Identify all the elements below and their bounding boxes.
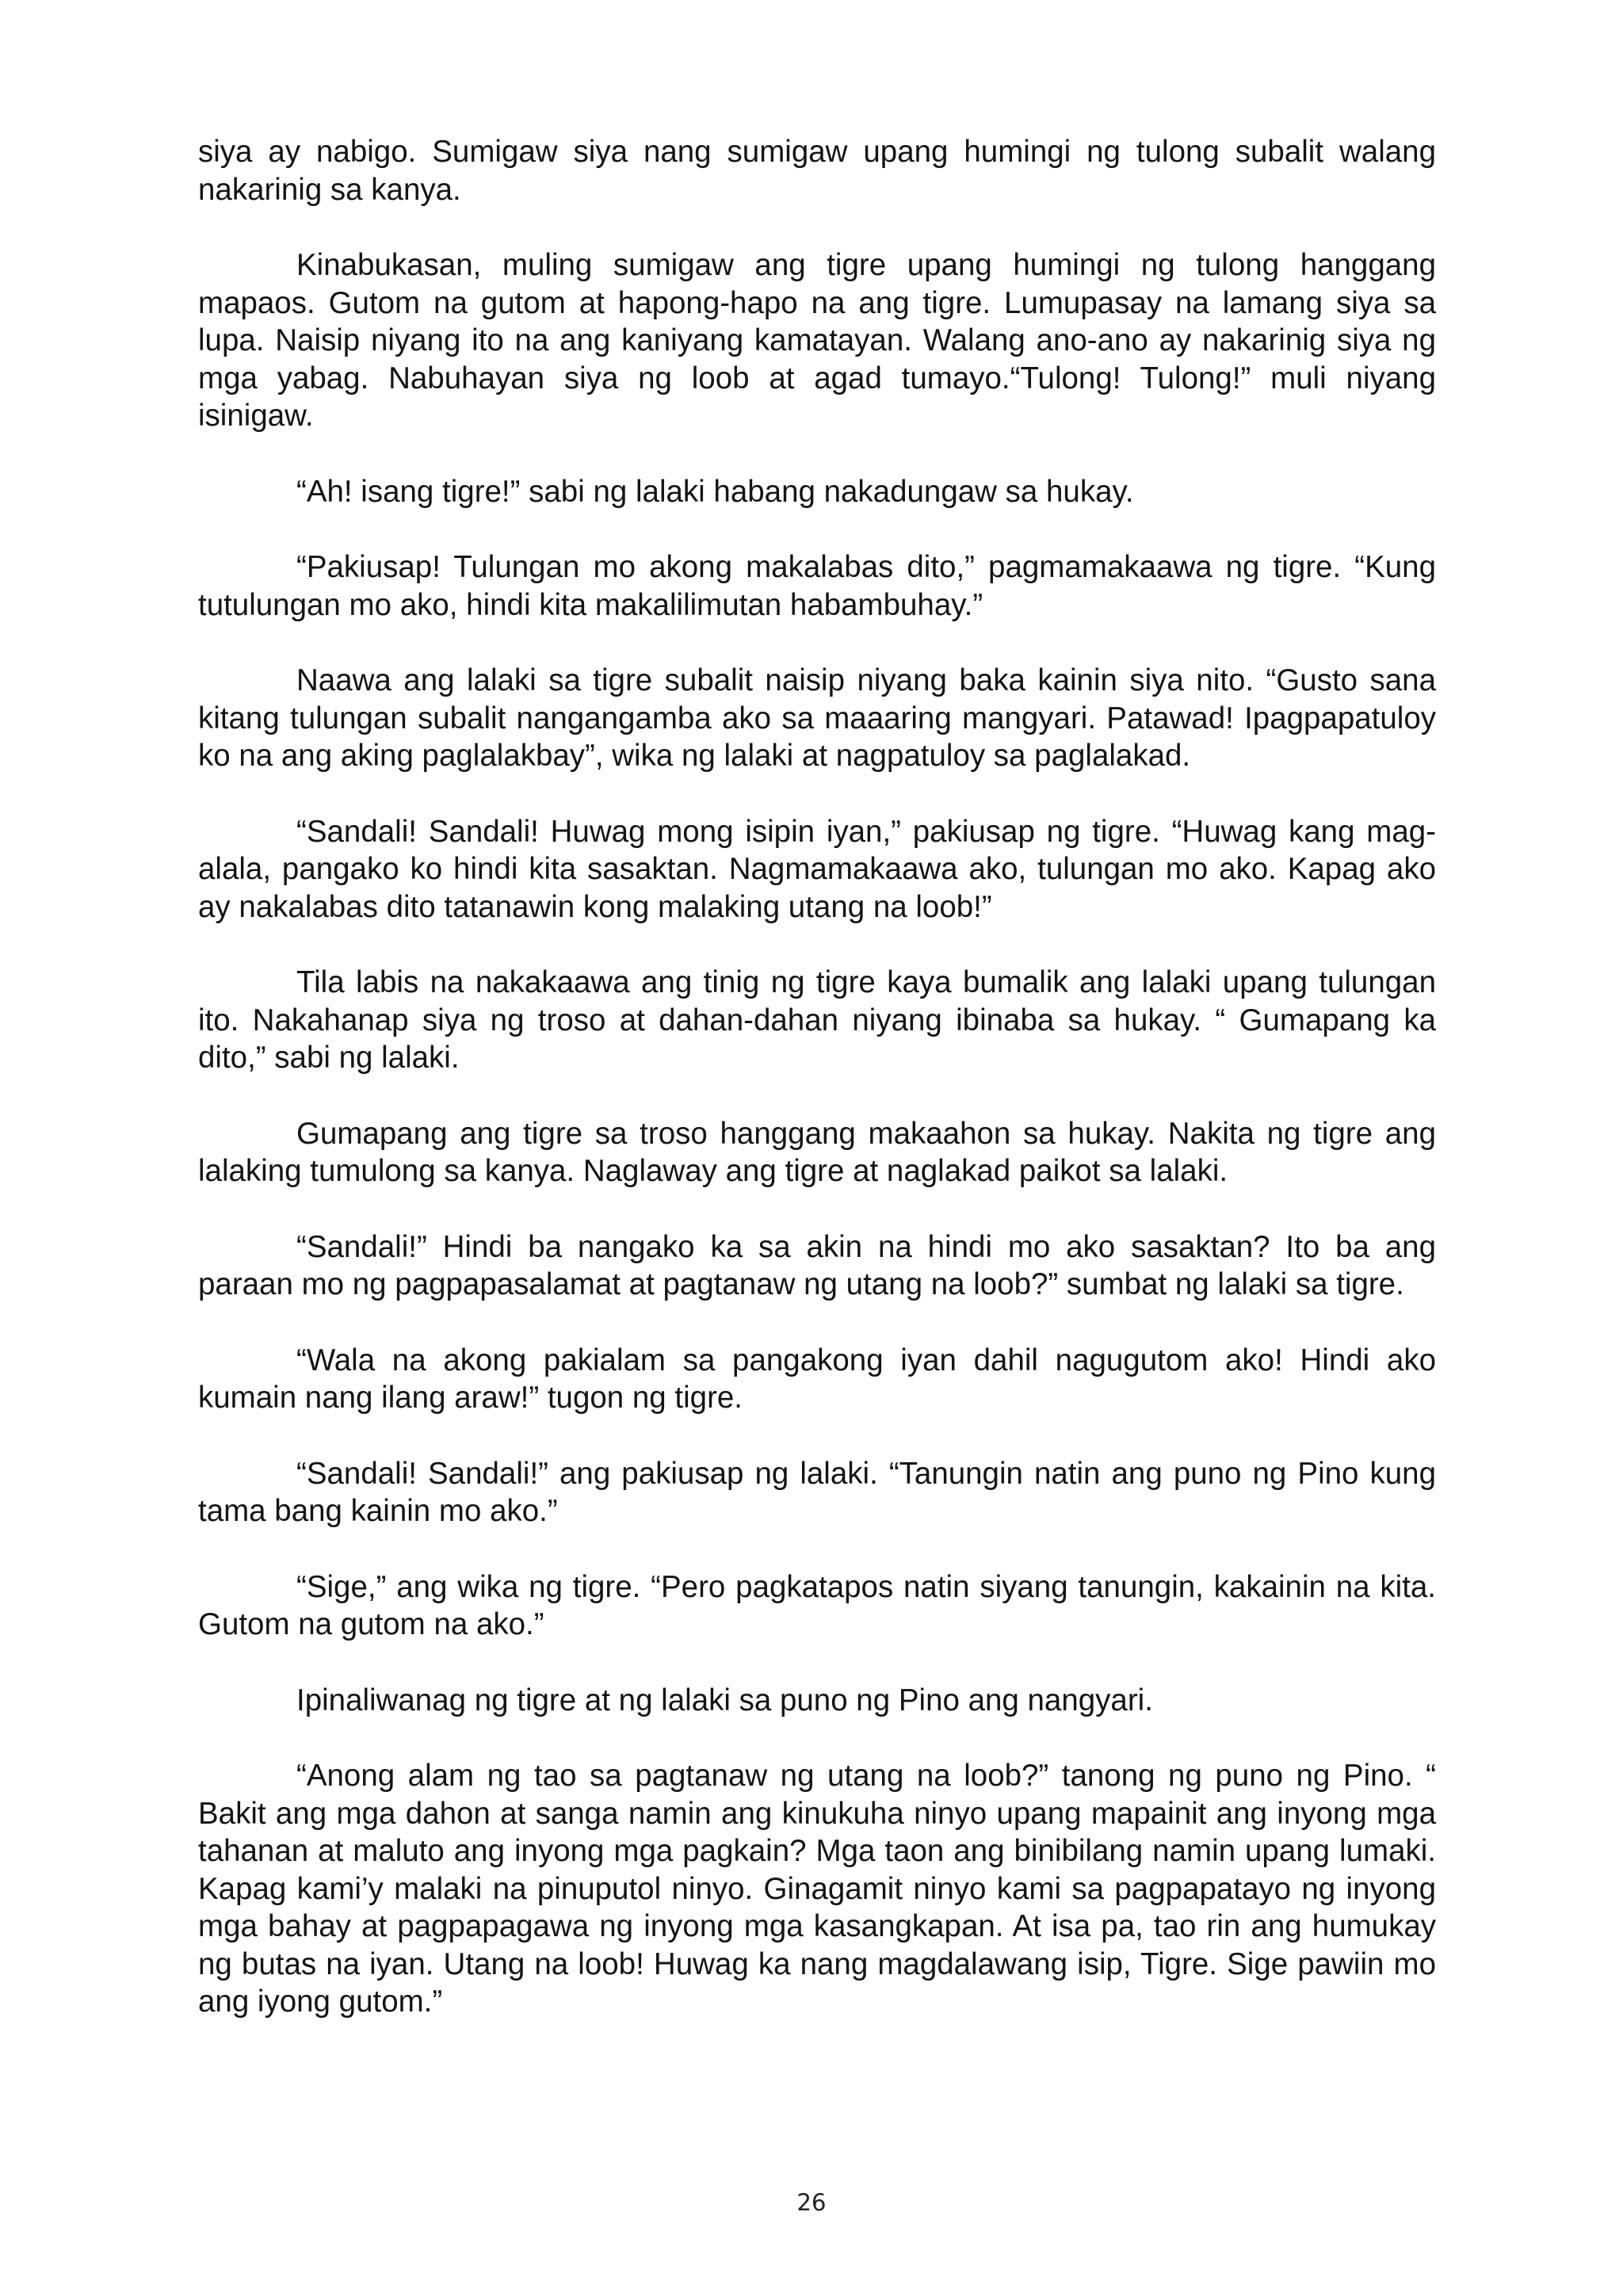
paragraph: Tila labis na nakakaawa ang tinig ng tigre kaya bumalik ang lalaki upang tulungan ito. Nakahanap siya ng troso at dahan-dahan niyang ibinaba sa hukay. “ Gumapang ka dito,” sabi ng lalaki. (198, 965, 1436, 1075)
paragraph: “Sandali! Sandali!” ang pakiusap ng lalaki. “Tanungin natin ang puno ng Pino kung tama bang kainin mo ako.” (198, 1456, 1436, 1528)
paragraph: “Sandali!” Hindi ba nangako ka sa akin na hindi mo ako sasaktan? Ito ba ang paraan mo ng pagpapasalamat at pagtanaw ng utang na loob?” sumbat ng lalaki sa tigre. (198, 1229, 1436, 1301)
paragraph: “Sandali! Sandali! Huwag mong isipin iyan,” pakiusap ng tigre. “Huwag kang mag-alala, pangako ko hindi kita sasaktan. Nagmamakaawa ako, tulungan mo ako. Kapag ako ay nakalabas dito tatanawin kong malaking utang na loob!” (198, 814, 1436, 924)
paragraph: Naawa ang lalaki sa tigre subalit naisip niyang baka kainin siya nito. “Gusto sana kitang tulungan subalit nangangamba ako sa maaaring mangyari. Patawad! Ipagpapatuloy ko na ang aking paglalakbay”, wika ng lalaki at nagpatuloy sa paglalakad. (198, 663, 1436, 773)
document-body (198, 133, 1436, 2059)
page-number: 26 (796, 2189, 827, 2216)
paragraph: Gumapang ang tigre sa troso hanggang makaahon sa hukay. Nakita ng tigre ang lalaking tumulong sa kanya. Naglaway ang tigre at naglakad paikot sa lalaki. (198, 1116, 1436, 1188)
paragraph: “Sige,” ang wika ng tigre. “Pero pagkatapos natin siyang tanungin, kakainin na kita. Gutom na gutom na ako.” (198, 1569, 1436, 1641)
paragraph: siya ay nabigo. Sumigaw siya nang sumigaw upang humingi ng tulong subalit walang nakarinig sa kanya. (198, 135, 1436, 207)
paragraph: “Ah! isang tigre!” sabi ng lalaki habang nakadungaw sa hukay. (296, 474, 1134, 509)
paragraph: “Anong alam ng tao sa pagtanaw ng utang na loob?” tanong ng puno ng Pino. “ Bakit ang mga dahon at sanga namin ang kinukuha ninyo upang mapainit ang inyong mga tahanan at maluto ang inyong mga pagkain? Mga taon ang binibilang namin upang lumaki. Kapag kami’y malaki na pinuputol ninyo. Ginagamit ninyo kami sa pagpapatayo ng inyong mga bahay at pagpapagawa ng inyong mga kasangkapan. At isa pa, tao rin ang humukay ng butas na iyan. Utang na loob! Huwag ka nang magdalawang isip, Tigre. Sige pawiin mo ang iyong gutom.” (198, 1759, 1436, 2019)
paragraph: Kinabukasan, muling sumigaw ang tigre upang humingi ng tulong hanggang mapaos. Gutom na gutom at hapong-hapo na ang tigre. Lumupasay na lamang siya sa lupa. Naisip niyang ito na ang kaniyang kamatayan. Walang ano-ano ay nakarinig siya ng mga yabag. Nabuhayan siya ng loob at agad tumayo.“Tulong! Tulong!” muli niyang isinigaw. (198, 248, 1436, 433)
paragraph: “Pakiusap! Tulungan mo akong makalabas dito,” pagmamakaawa ng tigre. “Kung tutulungan mo ako, hindi kita makalilimutan habambuhay.” (198, 550, 1436, 622)
paragraph: “Wala na akong pakialam sa pangakong iyan dahil nagugutom ako! Hindi ako kumain nang ilang araw!” tugon ng tigre. (198, 1343, 1436, 1415)
paragraph: Ipinaliwanag ng tigre at ng lalaki sa puno ng Pino ang nangyari. (296, 1683, 1153, 1717)
